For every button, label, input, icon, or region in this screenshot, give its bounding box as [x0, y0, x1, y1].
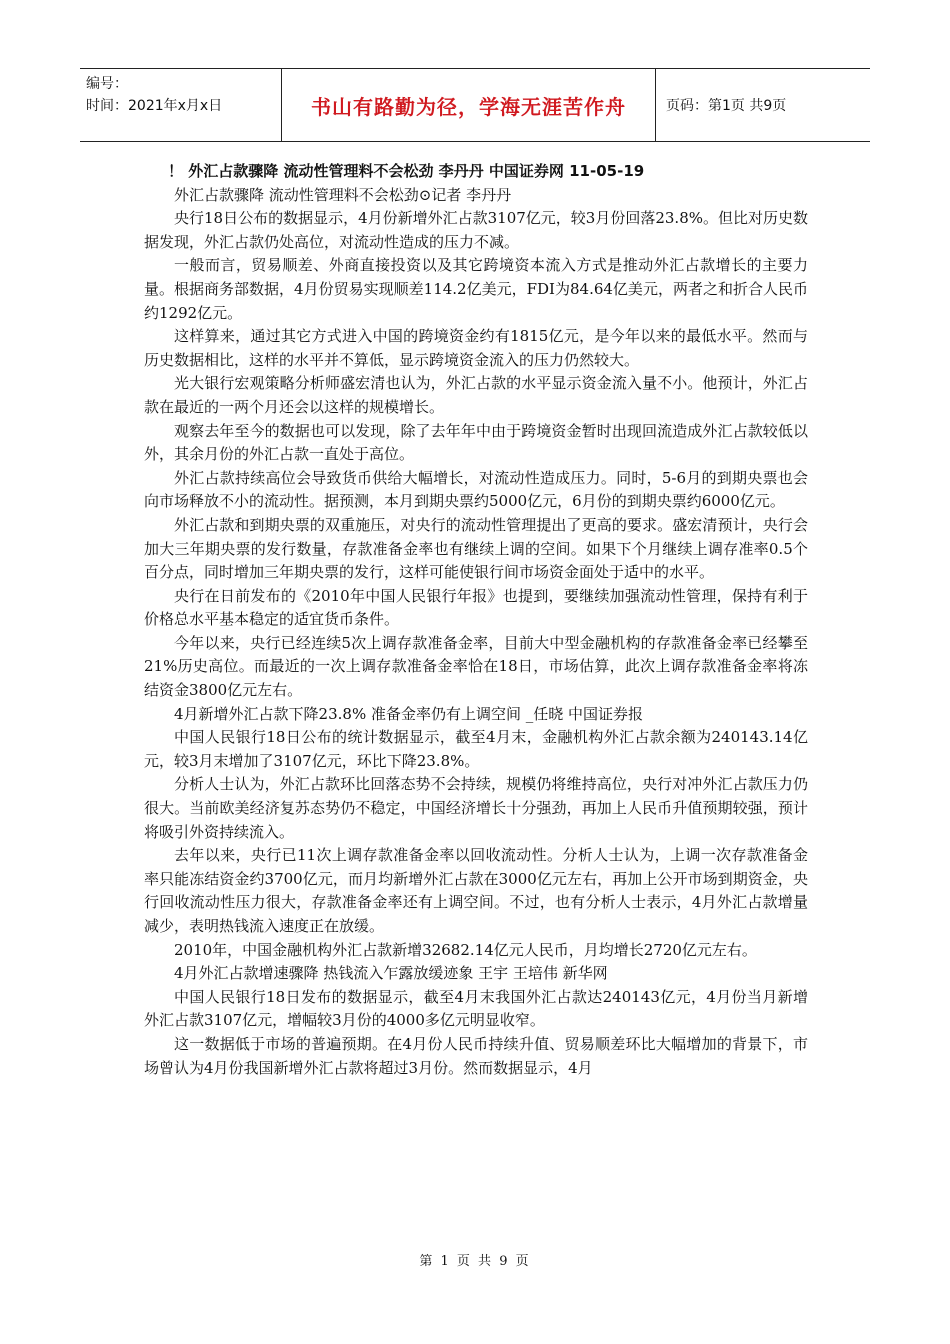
paragraph: 4月新增外汇占款下降23.8% 准备金率仍有上调空间 _任晓 中国证券报: [174, 704, 644, 723]
paragraph: 这一数据低于市场的普遍预期。在4月份人民币持续升值、贸易顺差环比大幅增加的背景下，市场曾认为4月份我国新增外汇占款将超过3月份。然而数据显示，4月: [144, 1034, 808, 1077]
date-label: 时间：2021年x月x日: [86, 98, 223, 114]
paragraph: 中国人民银行18日公布的统计数据显示，截至4月末，金融机构外汇占款余额为240143.14亿元，较3月末增加了3107亿元，环比下降23.8%。: [144, 728, 808, 770]
paragraph: 分析人士认为，外汇占款环比回落态势不会持续，规模仍将维持高位，央行对冲外汇占款压力仍很大。当前欧美经济复苏态势仍不稳定，中国经济增长十分强劲，再加上人民币升值预期较强，预计将吸引外资持续流入。: [144, 775, 808, 841]
page-header: [80, 68, 870, 142]
paragraph: 央行18日公布的数据显示，4月份新增外汇占款3107亿元，较3月份回落23.8%。但比对历史数据发现，外汇占款仍处高位，对流动性造成的压力不减。: [144, 209, 809, 251]
page-info-text: 页码：第1页 共9页: [666, 98, 787, 114]
paragraph: 外汇占款骤降 流动性管理料不会松劲⊙记者 李丹丹: [174, 185, 512, 204]
paragraph: 4月外汇占款增速骤降 热钱流入乍露放缓迹象 王宇 王培伟 新华网: [174, 964, 608, 983]
paragraph: 2010年，中国金融机构外汇占款新增32682.14亿元人民币，月均增长2720亿元左右。: [174, 940, 757, 959]
paragraph: 外汇占款持续高位会导致货币供给大幅增长，对流动性造成压力。同时，5-6月的到期央票也会向市场释放不小的流动性。据预测，本月到期央票约5000亿元，6月份的到期央票约6000亿元。: [144, 468, 808, 511]
header-motto-cell: [282, 69, 656, 141]
paragraph: 外汇占款和到期央票的双重施压，对央行的流动性管理提出了更高的要求。盛宏清预计，央行会加大三年期央票的发行数量，存款准备金率也有继续上调的空间。如果下个月继续上调存准率0.5个百分点，同时增加三年期央票的发行，这样可能使银行间市场资金面处于适中的水平。: [144, 515, 808, 582]
header-page-info: [656, 69, 870, 141]
footer-page-number: 第 1 页 共 9 页: [419, 1254, 531, 1269]
paragraph: 这样算来，通过其它方式进入中国的跨境资金约有1815亿元，是今年以来的最低水平。然而与历史数据相比，这样的水平并不算低，显示跨境资金流入的压力仍然较大。: [144, 327, 808, 369]
article-title: ！ 外汇占款骤降 流动性管理料不会松劲 李丹丹 中国证券网 11-05-19: [168, 162, 645, 180]
paragraph: 去年以来，央行已11次上调存款准备金率以回收流动性。分析人士认为，上调一次存款准备金率只能冻结资金约3700亿元，而月均新增外汇占款在3000亿元左右，再加上公开市场到期资金，央行回收流动性压力很大，存款准备金率还有上调空间。不过，也有分析人士表示，4月外汇占款增量减少，表明热钱流入速度正在放缓。: [144, 846, 808, 935]
page-footer: [0, 1250, 950, 1269]
paragraph: 观察去年至今的数据也可以发现，除了去年年中由于跨境资金暂时出现回流造成外汇占款较低以外，其余月份的外汇占款一直处于高位。: [144, 421, 808, 464]
paragraph: 一般而言，贸易顺差、外商直接投资以及其它跨境资本流入方式是推动外汇占款增长的主要力量。根据商务部数据，4月份贸易实现顺差114.2亿美元，FDI为84.64亿美元，两者之和折合人民币约1292亿元。: [144, 256, 808, 322]
paragraph: 中国人民银行18日发布的数据显示，截至4月末我国外汇占款达240143亿元，4月份当月新增外汇占款3107亿元，增幅较3月份的4000多亿元明显收窄。: [144, 987, 808, 1030]
paragraph: 央行在日前发布的《2010年中国人民银行年报》也提到，要继续加强流动性管理，保持有利于价格总水平基本稳定的适宜货币条件。: [144, 586, 808, 629]
header-meta: [80, 69, 282, 141]
motto-text: 书山有路勤为径，学海无涯苦作舟: [311, 94, 626, 119]
paragraph: 光大银行宏观策略分析师盛宏清也认为，外汇占款的水平显示资金流入量不小。他预计，外汇占款在最近的一两个月还会以这样的规模增长。: [144, 374, 808, 416]
article-body: [144, 160, 808, 1080]
serial-number-label: 编号：: [86, 76, 128, 92]
paragraph: 今年以来，央行已经连续5次上调存款准备金率，目前大中型金融机构的存款准备金率已经攀至21%历史高位。而最近的一次上调存款准备金率恰在18日，市场估算，此次上调存款准备金率将冻结资金3800亿元左右。: [144, 633, 808, 700]
